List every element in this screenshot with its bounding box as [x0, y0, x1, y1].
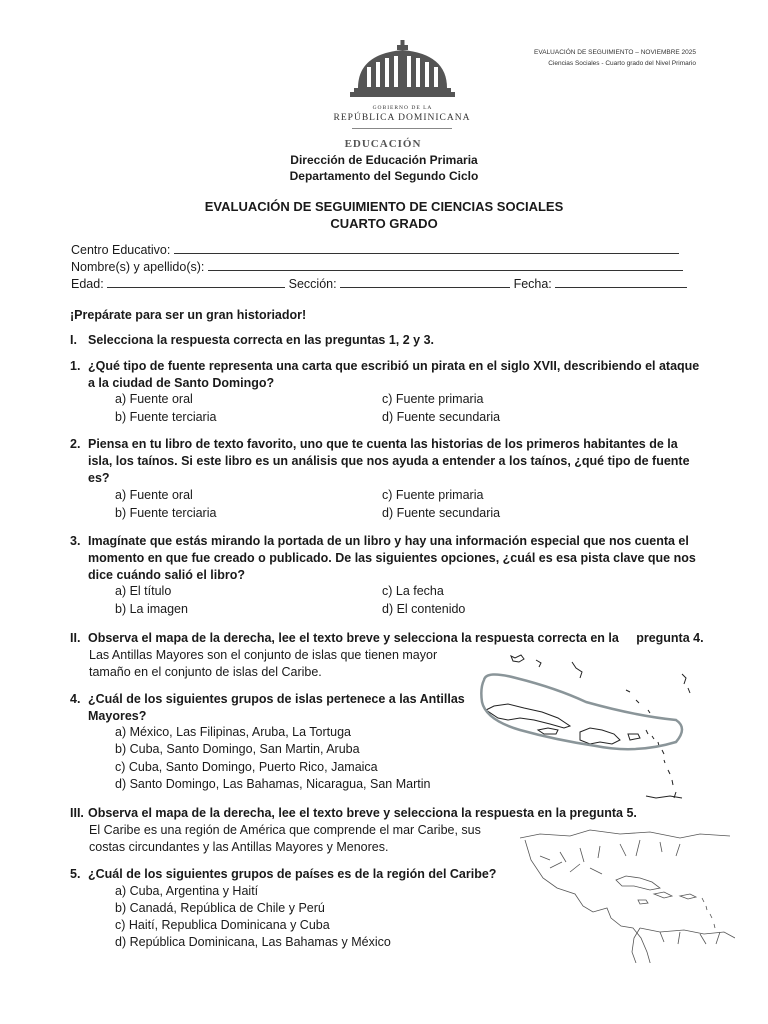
caribbean-region-map	[520, 828, 735, 963]
intro-text: ¡Prepárate para ser un gran historiador!	[70, 308, 307, 322]
question-1-number: 1.	[70, 359, 81, 373]
q3-option-d[interactable]: d) El contenido	[382, 602, 466, 616]
section-3-number: III.	[70, 806, 84, 820]
q1-option-c[interactable]: c) Fuente primaria	[382, 392, 484, 406]
field-seccion-label: Sección:	[288, 277, 337, 291]
section-2-reading-line1: Las Antillas Mayores son el conjunto de islas que tienen mayor	[89, 648, 438, 662]
section-1-heading	[70, 332, 710, 349]
q1-option-d[interactable]: d) Fuente secundaria	[382, 410, 501, 424]
header-note	[534, 47, 696, 69]
field-seccion-blank[interactable]	[340, 275, 510, 288]
question-2	[70, 436, 710, 487]
section-2-number: II.	[70, 631, 81, 645]
q4-option-b[interactable]: b) Cuba, Santo Domingo, San Martin, Aruba	[115, 742, 360, 756]
question-5-text: ¿Cuál de los siguientes grupos de países es de la región del Caribe?	[88, 867, 497, 881]
q2-option-c[interactable]: c) Fuente primaria	[382, 488, 484, 502]
page-subtitle: CUARTO GRADO	[330, 216, 438, 231]
logo-ministry: EDUCACIÓN	[344, 138, 422, 150]
section-3-text: Observa el mapa de la derecha, lee el texto breve y selecciona la respuesta en la pregunta 5.	[88, 806, 637, 820]
section-3-reading-line2: costas circundantes y las Antillas Mayores y Menores.	[89, 840, 389, 854]
q5-option-c[interactable]: c) Haití, Republica Dominicana y Cuba	[115, 918, 330, 932]
field-nombre-label: Nombre(s) y apellido(s):	[71, 260, 205, 274]
question-3-text: Imagínate que estás mirando la portada de un libro y hay una información especial que nos cuenta el momento en que fue creado o publicado. De las siguientes opciones, ¿cuál es esa pista clave que nos dice cuándo salió el libro?	[88, 534, 696, 582]
q1-option-a[interactable]: a) Fuente oral	[115, 392, 193, 406]
q4-option-c[interactable]: c) Cuba, Santo Domingo, Puerto Rico, Jamaica	[115, 760, 378, 774]
question-1	[70, 358, 710, 392]
section-1-text: Selecciona la respuesta correcta en las preguntas 1, 2 y 3.	[88, 333, 435, 347]
question-3	[70, 533, 710, 584]
q4-option-a[interactable]: a) México, Las Filipinas, Aruba, La Tortuga	[115, 725, 352, 739]
q4-option-d[interactable]: d) Santo Domingo, Las Bahamas, Nicaragua, San Martin	[115, 777, 431, 791]
section-2-text: Observa el mapa de la derecha, lee el texto breve y selecciona la respuesta correcta en la pregunta 4.	[88, 631, 704, 645]
q2-option-b[interactable]: b) Fuente terciaria	[115, 506, 217, 520]
question-3-number: 3.	[70, 534, 81, 548]
q5-option-b[interactable]: b) Canadá, República de Chile y Perú	[115, 901, 325, 915]
field-fecha-blank[interactable]	[555, 275, 687, 288]
field-fecha-label: Fecha:	[513, 277, 552, 291]
section-3-heading	[70, 805, 730, 822]
section-1-number: I.	[70, 333, 77, 347]
field-edad-row	[71, 275, 687, 291]
q3-option-c[interactable]: c) La fecha	[382, 584, 444, 598]
q1-option-b[interactable]: b) Fuente terciaria	[115, 410, 217, 424]
page-title: EVALUACIÓN DE SEGUIMIENTO DE CIENCIAS SOCIALES	[204, 199, 564, 214]
field-edad-blank[interactable]	[107, 275, 285, 288]
question-4-text-line2: Mayores?	[88, 709, 147, 723]
field-centro-label: Centro Educativo:	[71, 243, 171, 257]
logo-divider	[352, 128, 452, 129]
question-2-number: 2.	[70, 437, 81, 451]
institution-line1: Dirección de Educación Primaria	[290, 153, 478, 167]
institution-line2: Departamento del Segundo Ciclo	[289, 169, 479, 183]
q5-option-d[interactable]: d) República Dominicana, Las Bahamas y México	[115, 935, 391, 949]
section-2-heading	[70, 630, 730, 647]
question-2-text: Piensa en tu libro de texto favorito, uno que te cuenta las historias de los primeros habitantes de la isla, los taínos. Si este libro es un análisis que nos ayuda a entender a los taínos, ¿qué tipo de fuente es?	[88, 437, 690, 485]
question-5	[70, 866, 710, 883]
field-centro-row	[71, 241, 679, 257]
greater-antilles-map	[476, 650, 706, 802]
logo-gov-line1: GOBIERNO DE LA	[372, 105, 433, 111]
field-nombre-blank[interactable]	[208, 258, 683, 271]
q3-option-b[interactable]: b) La imagen	[115, 602, 188, 616]
question-4-text-line1: ¿Cuál de los siguientes grupos de islas pertenece a las Antillas	[88, 692, 465, 706]
field-edad-label: Edad:	[71, 277, 104, 291]
q2-option-d[interactable]: d) Fuente secundaria	[382, 506, 501, 520]
section-2-reading-line2: tamaño en el conjunto de islas del Caribe.	[89, 665, 322, 679]
header-note-line1: EVALUACIÓN DE SEGUIMIENTO – NOVIEMBRE 2025	[534, 49, 696, 56]
q3-option-a[interactable]: a) El título	[115, 584, 172, 598]
q5-option-a[interactable]: a) Cuba, Argentina y Haití	[115, 884, 259, 898]
logo-gov-line2: REPÚBLICA DOMINICANA	[333, 113, 471, 123]
header-note-line2: Ciencias Sociales - Cuarto grado del Nivel Primario	[548, 60, 696, 67]
section-3-reading-line1: El Caribe es una región de América que comprende el mar Caribe, sus	[89, 823, 481, 837]
government-dome-logo	[340, 40, 465, 104]
question-5-number: 5.	[70, 867, 81, 881]
question-4	[70, 691, 490, 725]
field-centro-blank[interactable]	[174, 241, 679, 254]
q2-option-a[interactable]: a) Fuente oral	[115, 488, 193, 502]
field-nombre-row	[71, 258, 683, 274]
question-1-text: ¿Qué tipo de fuente representa una carta que escribió un pirata en el siglo XVII, describiendo el ataque a la ciudad de Santo Domingo?	[88, 359, 700, 390]
question-4-number: 4.	[70, 692, 81, 706]
